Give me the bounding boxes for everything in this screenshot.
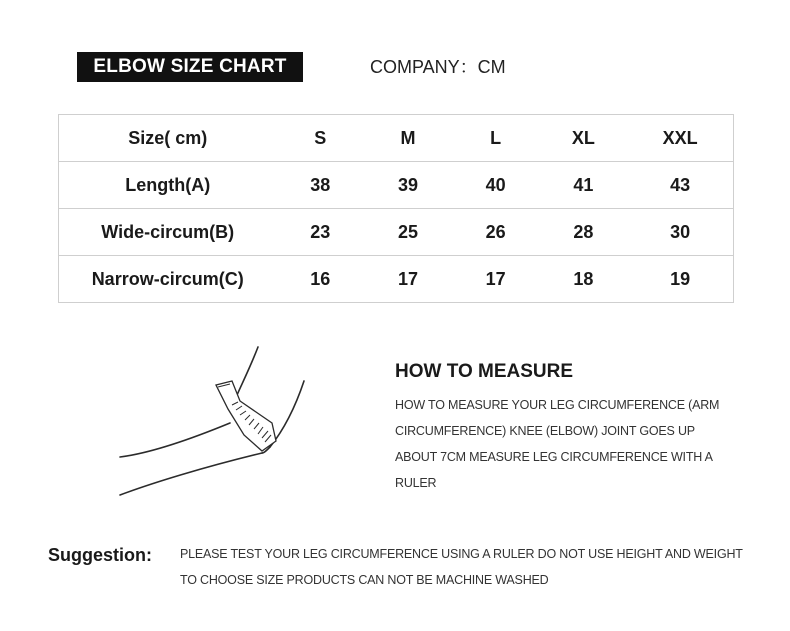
table-cell: 25 (364, 209, 452, 256)
table-cell: 23 (276, 209, 364, 256)
table-header-cell: S (276, 115, 364, 162)
elbow-measure-illustration-icon (112, 343, 312, 503)
table-header-cell: XL (540, 115, 628, 162)
table-cell: 16 (310, 268, 331, 289)
table-cell: 39 (364, 162, 452, 209)
table-cell: 17 (397, 268, 418, 289)
table-cell: 38 (276, 162, 364, 209)
table-cell: 28 (540, 209, 628, 256)
table-cell: 41 (540, 162, 628, 209)
table-cell: 18 (573, 268, 594, 289)
table-cell: 30 (627, 209, 733, 256)
table-header-cell: XXL (627, 115, 733, 162)
company-label: COMPANY：CM (370, 57, 506, 77)
how-to-measure-title: HOW TO MEASURE (395, 361, 574, 382)
suggestion-label: Suggestion: (48, 545, 152, 565)
table-row (59, 256, 734, 303)
table-cell: 43 (627, 162, 733, 209)
table-header-row (59, 115, 734, 162)
table-cell: 40 (452, 162, 540, 209)
chart-title: ELBOW SIZE CHART (93, 56, 287, 77)
how-to-measure-text: HOW TO MEASURE YOUR LEG CIRCUMFERENCE (ARM CIRCUMFERENCE) KNEE (ELBOW) JOINT GOES UP ABOUT 7CM MEASURE LEG CIRCUMFERENCE WITH A RULER (395, 398, 720, 490)
table-header-cell: M (364, 115, 452, 162)
table-header-cell: Size( cm) (59, 115, 277, 162)
row-label: Wide-circum(B) (59, 209, 277, 256)
chart-title-badge (77, 52, 303, 82)
table-row (59, 162, 734, 209)
table-row (59, 209, 734, 256)
row-label: Narrow-circum(C) (91, 268, 244, 289)
table-cell: 26 (452, 209, 540, 256)
row-label: Length(A) (59, 162, 277, 209)
table-header-cell: L (452, 115, 540, 162)
table-cell: 17 (485, 268, 506, 289)
table-cell: 19 (670, 268, 691, 289)
size-table (58, 114, 734, 303)
suggestion-text: PLEASE TEST YOUR LEG CIRCUMFERENCE USING A RULER DO NOT USE HEIGHT AND WEIGHT TO CHOOSE SIZE PRODUCTS CAN NOT BE MACHINE WASHED (180, 547, 743, 587)
